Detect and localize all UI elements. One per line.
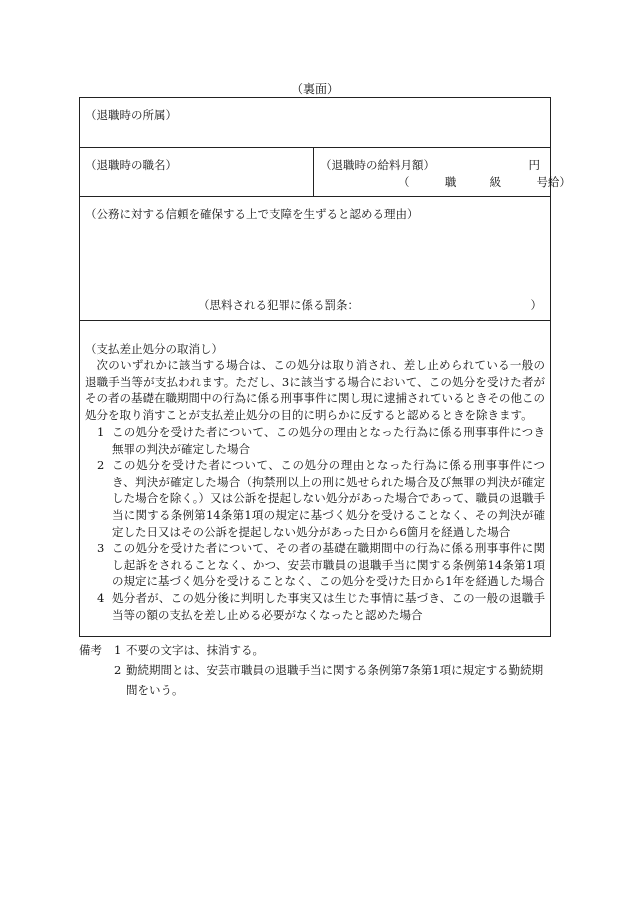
notes-head: 備考 bbox=[79, 643, 102, 657]
penal-close: ） bbox=[530, 298, 542, 312]
yen-unit: 円 bbox=[528, 158, 540, 172]
salary-label: （退職時の給料月額） bbox=[320, 158, 435, 172]
item-number: 3 bbox=[97, 541, 105, 556]
grade-open: （ bbox=[398, 175, 410, 189]
revocation-item bbox=[85, 590, 545, 623]
note-text: 勤続期間とは、安芸市職員の退職手当に関する条例第7条第1項に規定する勤続期間をいう。 bbox=[126, 663, 544, 697]
item-number: 1 bbox=[97, 425, 105, 439]
revocation-intro: 次のいずれかに該当する場合は、この処分は取り消され、差し止められている一般の退職手当等が支払われます。ただし、3に該当する場合において、この処分を受けた者がその者の基礎在職期間中の行為に係る刑事事件に関し現に逮捕されているときその他この処分を取り消すことが支払差止処分の目的に明らかに反すると認めるときを除きます。 bbox=[85, 358, 545, 422]
reason-row bbox=[80, 197, 550, 321]
grade-gokyu: 号給） bbox=[536, 175, 571, 189]
item-text: この処分を受けた者について、この処分の理由となった行為に係る刑事事件につき無罪の判決が確定した場合 bbox=[112, 425, 545, 456]
note-number: 1 bbox=[114, 643, 122, 657]
form-table bbox=[79, 97, 571, 637]
position-salary-row bbox=[80, 148, 571, 197]
affiliation-label: （退職時の所属） bbox=[85, 108, 177, 122]
grade-shoku: 職 bbox=[444, 175, 457, 189]
item-text: この処分を受けた者について、その者の基礎在職期間中の行為に係る刑事事件に関し起訴をされることなく、かつ、安芸市職員の退職手当に関する条例第14条第1項の規定に基づく処分を受けることなく、この処分を受けた日から1年を経過した場合 bbox=[112, 541, 545, 589]
revocation-title: （支払差止処分の取消し） bbox=[85, 342, 223, 356]
revocation-item bbox=[85, 540, 545, 590]
notes bbox=[79, 640, 551, 700]
position-cell bbox=[80, 148, 314, 196]
revocation-items bbox=[85, 424, 545, 623]
revocation-row bbox=[80, 321, 550, 636]
item-number: 2 bbox=[97, 458, 105, 473]
note-text: 不要の文字は、抹消する。 bbox=[126, 643, 264, 657]
item-text: 処分者が、この処分後に判明した事実又は生じた事情に基づき、この一般の退職手当等の額の支払を差し止める必要がなくなったと認めた場合 bbox=[112, 590, 545, 622]
affiliation-row bbox=[80, 98, 550, 148]
grade-line bbox=[398, 174, 571, 190]
note-item bbox=[79, 640, 551, 660]
page-title: （裏面） bbox=[290, 82, 339, 96]
revocation-item bbox=[85, 457, 545, 540]
item-text: この処分を受けた者について、この処分の理由となった行為に係る刑事事件につき、判決が確定した場合（拘禁刑以上の刑に処せられた場合及び無罪の判決が確定した場合を除く。）又は公訴を提起しない処分があった場合であって、職員の退職手当に関する条例第14条第1項の規定に基づく処分を受けることなく、その判決が確定した日又はその公訴を提起しない処分があった日から6箇月を経過した場合 bbox=[112, 458, 545, 539]
item-number: 4 bbox=[97, 590, 105, 605]
note-number: 2 bbox=[114, 663, 122, 677]
position-label: （退職時の職名） bbox=[85, 158, 177, 172]
note-item bbox=[79, 660, 551, 700]
penal-label: （思料される犯罪に係る罰条： bbox=[198, 298, 359, 312]
grade-kyu: 級 bbox=[489, 175, 502, 189]
reason-label: （公務に対する信頼を確保する上で支障を生ずると認める理由） bbox=[85, 207, 419, 221]
revocation-item bbox=[85, 424, 545, 457]
